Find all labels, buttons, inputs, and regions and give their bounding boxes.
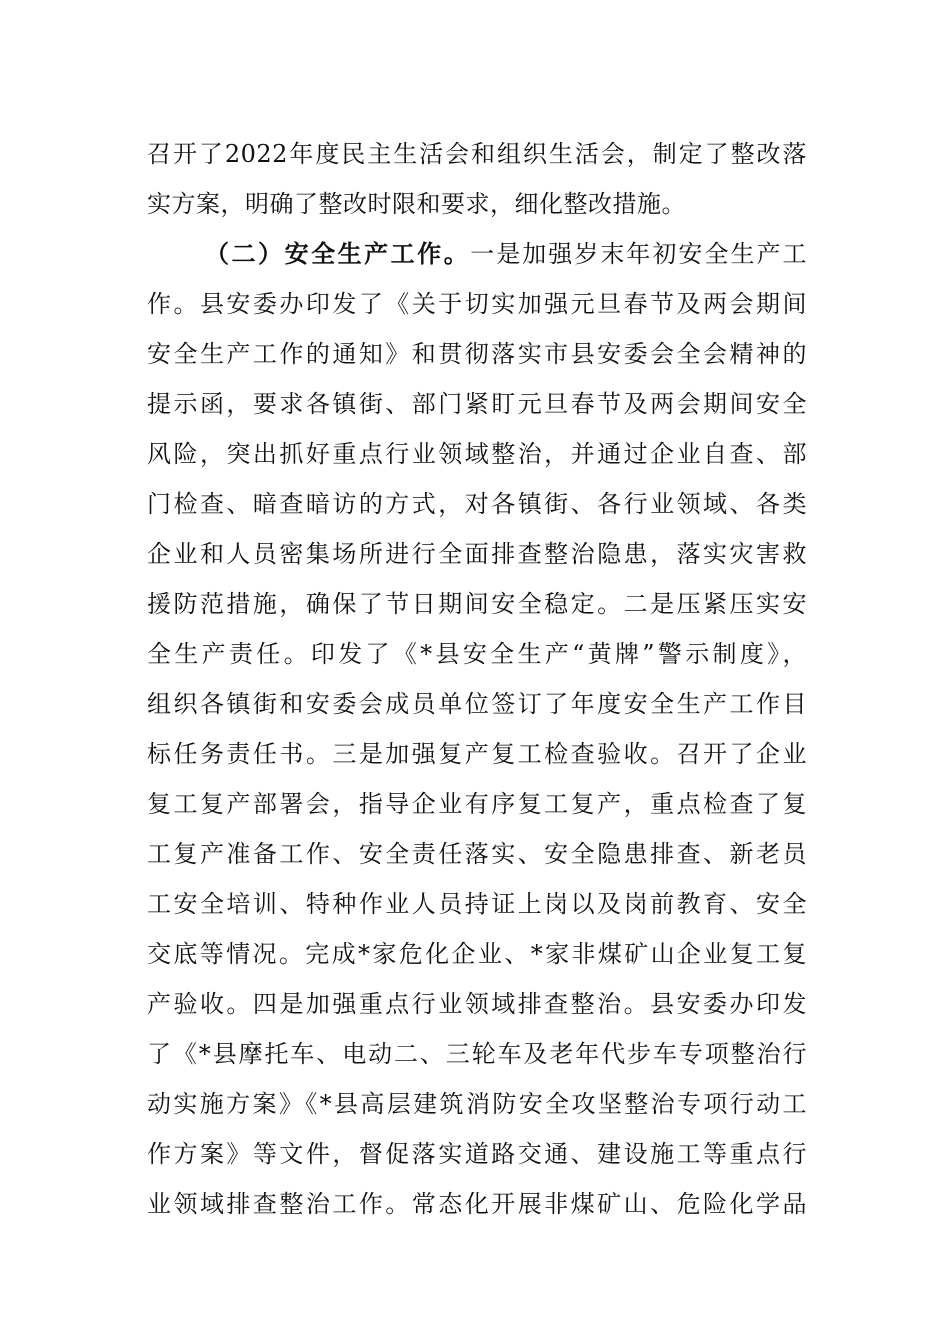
paragraph-line: 交底等情况。完成*家危化企业、*家非煤矿山企业复工复 — [147, 940, 807, 968]
paragraph-line: 动实施方案》《*县高层建筑消防安全攻坚整治专项行动工 — [147, 1090, 807, 1118]
paragraph-line: 复工复产部署会，指导企业有序复工复产，重点检查了复 — [147, 790, 807, 818]
paragraph-line: 组织各镇街和安委会成员单位签订了年度安全生产工作目 — [147, 690, 807, 718]
paragraph-line: 了《*县摩托车、电动二、三轮车及老年代步车专项整治行 — [147, 1040, 807, 1068]
paragraph-line: 援防范措施，确保了节日期间安全稳定。二是压紧压实安 — [147, 590, 807, 618]
paragraph-line: 安全生产工作的通知》和贯彻落实市县安委会全会精神的 — [147, 340, 807, 368]
paragraph-line: 标任务责任书。三是加强复产复工检查验收。召开了企业 — [147, 740, 807, 768]
paragraph-line: 风险，突出抓好重点行业领域整治，并通过企业自查、部 — [147, 440, 807, 468]
paragraph-line: 工安全培训、特种作业人员持证上岗以及岗前教育、安全 — [147, 890, 807, 918]
section-first-line — [205, 229, 807, 279]
paragraph-line: 工复产准备工作、安全责任落实、安全隐患排查、新老员 — [147, 840, 807, 868]
paragraph-text: 一是加强岁末年初安全生产工 — [470, 240, 808, 268]
paragraph-line: 企业和人员密集场所进行全面排查整治隐患，落实灾害救 — [147, 540, 807, 568]
paragraph-line: 业领域排查整治工作。常态化开展非煤矿山、危险化学品 — [147, 1190, 807, 1218]
paragraph-line: 全生产责任。印发了《*县安全生产“黄牌”警示制度》， — [147, 640, 807, 668]
paragraph-line: 提示函，要求各镇街、部门紧盯元旦春节及两会期间安全 — [147, 390, 807, 418]
section-heading: （二）安全生产工作。 — [205, 240, 471, 268]
paragraph-line: 门检查、暗查暗访的方式，对各镇街、各行业领域、各类 — [147, 490, 807, 518]
paragraph-line: 产验收。四是加强重点行业领域排查整治。县安委办印发 — [147, 990, 807, 1018]
paragraph-line: 召开了2022年度民主生活会和组织生活会，制定了整改落 — [147, 140, 807, 168]
paragraph-line: 作。县安委办印发了《关于切实加强元旦春节及两会期间 — [147, 290, 807, 318]
paragraph-line: 实方案，明确了整改时限和要求，细化整改措施。 — [147, 190, 686, 218]
paragraph-line: 作方案》等文件，督促落实道路交通、建设施工等重点行 — [147, 1140, 807, 1168]
